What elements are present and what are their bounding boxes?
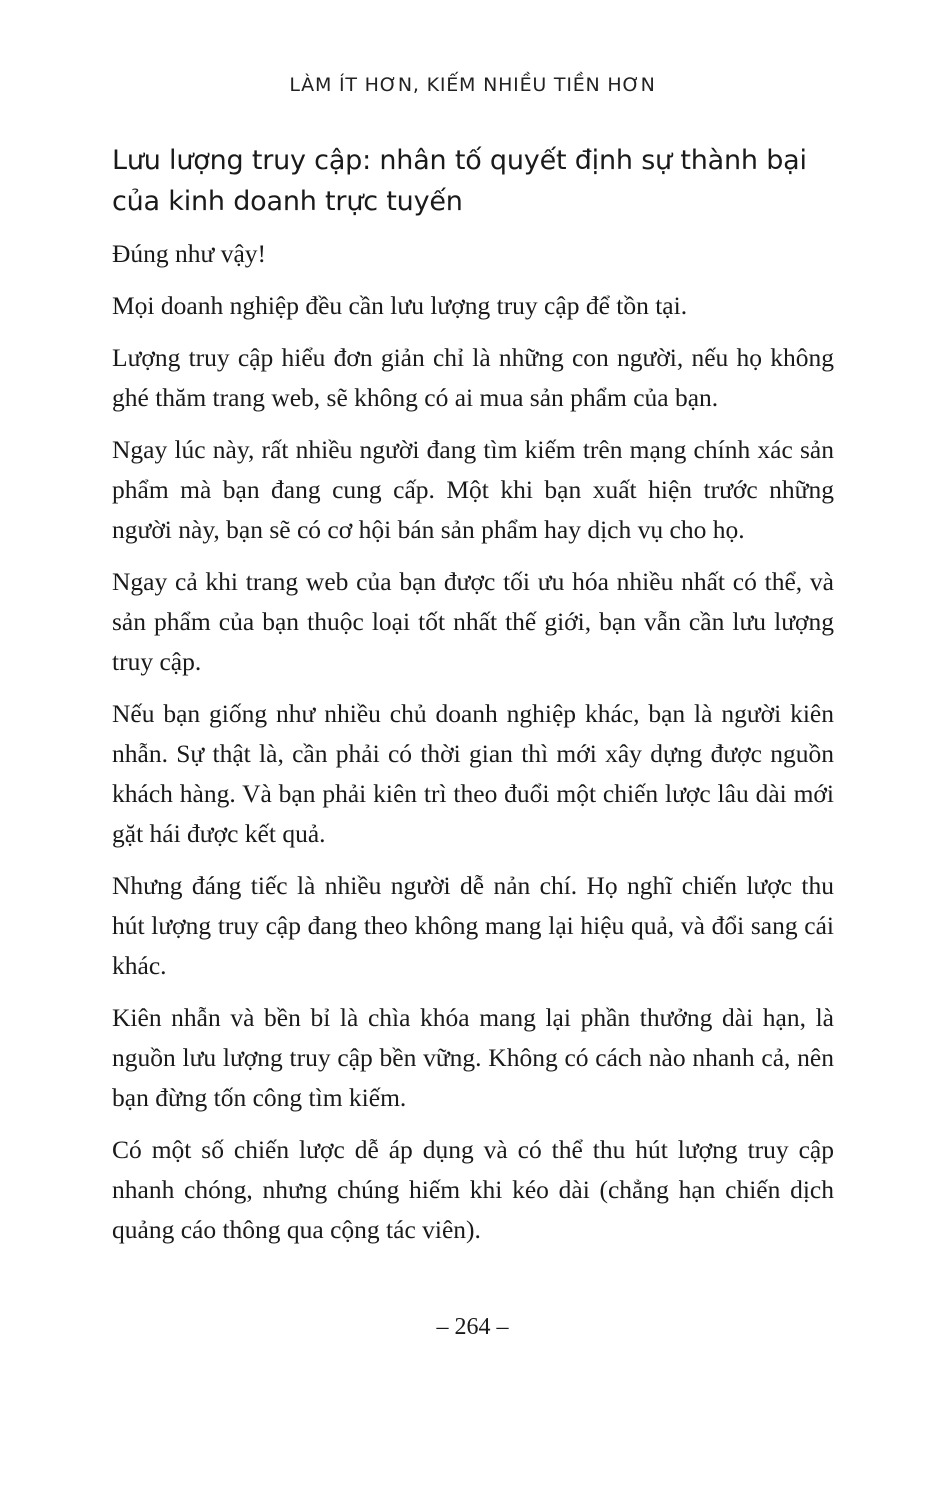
paragraph-9: Có một số chiến lược dễ áp dụng và có thể thu hút lượng truy cập nhanh chóng, nhưng chúng hiếm khi kéo dài (chẳng hạn chiến dịch quảng cáo thông qua cộng tác viên). (112, 1135, 834, 1244)
paragraph-2: Mọi doanh nghiệp đều cần lưu lượng truy cập để tồn tại. (112, 291, 688, 320)
running-header: LÀM ÍT HƠN, KIẾM NHIỀU TIỀN HƠN (289, 74, 656, 96)
section-heading: Lưu lượng truy cập: nhân tố quyết định sự thành bại của kinh doanh trực tuyến (112, 145, 807, 217)
paragraph-7: Nhưng đáng tiếc là nhiều người dễ nản chí. Họ nghĩ chiến lược thu hút lượng truy cập đang theo không mang lại hiệu quả, và đổi sang cái khác. (112, 871, 834, 980)
paragraph-6: Nếu bạn giống như nhiều chủ doanh nghiệp khác, bạn là người kiên nhẫn. Sự thật là, cần phải có thời gian thì mới xây dựng được nguồn khách hàng. Và bạn phải kiên trì theo đuổi một chiến lược lâu dài mới gặt hái được kết quả. (112, 699, 834, 848)
paragraph-5: Ngay cả khi trang web của bạn được tối ưu hóa nhiều nhất có thể, và sản phẩm của bạn thuộc loại tốt nhất thế giới, bạn vẫn cần lưu lượng truy cập. (112, 567, 834, 676)
paragraph-1: Đúng như vậy! (112, 239, 267, 268)
paragraph-8: Kiên nhẫn và bền bỉ là chìa khóa mang lại phần thưởng dài hạn, là nguồn lưu lượng truy cập bền vững. Không có cách nào nhanh cả, nên bạn đừng tốn công tìm kiếm. (112, 1003, 834, 1112)
page-number: – 264 – (436, 1314, 509, 1340)
paragraph-4: Ngay lúc này, rất nhiều người đang tìm kiếm trên mạng chính xác sản phẩm mà bạn đang cung cấp. Một khi bạn xuất hiện trước những người này, bạn sẽ có cơ hội bán sản phẩm hay dịch vụ cho họ. (112, 435, 834, 544)
page-body (112, 140, 834, 1262)
paragraph-3: Lượng truy cập hiểu đơn giản chỉ là những con người, nếu họ không ghé thăm trang web, sẽ không có ai mua sản phẩm của bạn. (112, 343, 834, 412)
